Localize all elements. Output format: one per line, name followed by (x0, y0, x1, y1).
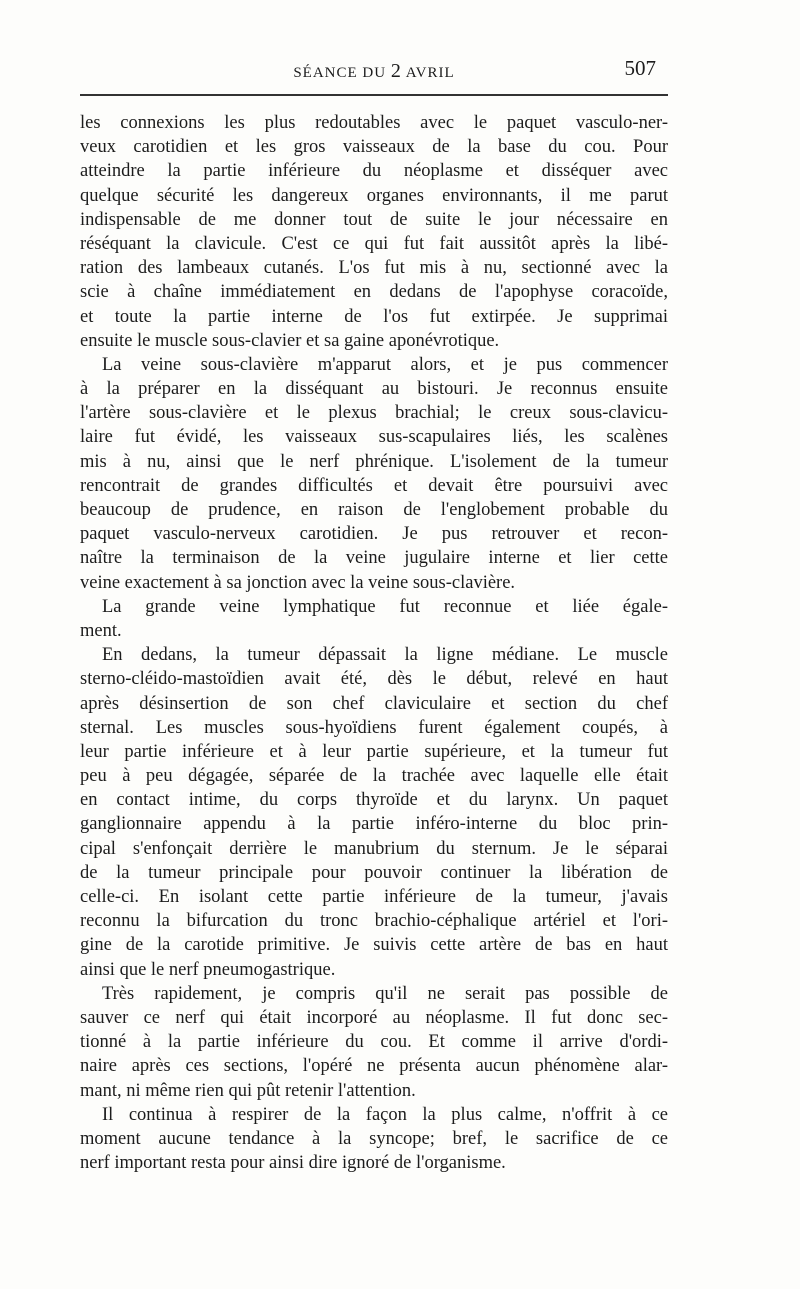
text-line: et toute la partie interne de l'os fut extirpée. Je supprimai (80, 306, 668, 327)
text-line: naire après ces sections, l'opéré ne présenta aucun phénomène alar- (80, 1056, 668, 1077)
text-line: gine de la carotide primitive. Je suivis cette artère de bas en haut (80, 935, 668, 956)
text-line: laire fut évidé, les vaisseaux sus-scapulaires liés, les scalènes (80, 427, 668, 448)
text-line: celle-ci. En isolant cette partie inférieure de la tumeur, j'avais (80, 887, 668, 907)
text-line: nerf important resta pour ainsi dire ignoré de l'organisme. (80, 1153, 506, 1174)
text-line: rencontrait de grandes difficultés et devait être poursuivi avec (80, 475, 668, 496)
running-title-suffix: AVRIL (405, 65, 455, 81)
text-line: mis à nu, ainsi que le nerf phrénique. L'isolement de la tumeur (80, 451, 668, 472)
text-line: l'artère sous-clavière et le plexus brachial; le creux sous-clavicu- (80, 403, 668, 424)
text-line: La grande veine lymphatique fut reconnue et liée égale- (102, 596, 668, 617)
text-line: ment. (80, 620, 122, 641)
page-number: 507 (624, 56, 656, 80)
text-line: cipal s'enfonçait derrière le manubrium du sternum. Je le séparai (80, 838, 668, 859)
text-line: peu à peu dégagée, séparée de la trachée avec laquelle elle était (80, 766, 668, 787)
text-line: atteindre la partie inférieure du néoplasme et disséquer avec (80, 161, 668, 182)
text-line: sauver ce nerf qui était incorporé au néoplasme. Il fut donc sec- (80, 1007, 668, 1028)
text-line: quelque sécurité les dangereux organes environnants, il me parut (80, 185, 668, 206)
header-rule (80, 94, 668, 96)
text-line: leur partie inférieure et à leur partie supérieure, et la tumeur fut (80, 741, 668, 762)
text-line: Il continua à respirer de la façon la plus calme, n'offrit à ce (102, 1104, 668, 1125)
text-line: scie à chaîne immédiatement en dedans de l'apophyse coracoïde, (80, 282, 668, 303)
text-line: sternal. Les muscles sous-hyoïdiens furent également coupés, à (80, 717, 668, 738)
text-line: indispensable de me donner tout de suite le jour nécessaire en (80, 209, 668, 230)
running-title (80, 60, 668, 83)
paragraph (80, 982, 668, 1103)
text-line: sterno-cléido-mastoïdien avait été, dès le début, relevé en haut (80, 669, 668, 690)
running-header (80, 56, 668, 86)
paragraph (80, 643, 668, 982)
text-line: La veine sous-clavière m'apparut alors, et je pus commencer (102, 354, 668, 375)
text-line: de la tumeur principale pour pouvoir continuer la libération de (80, 862, 668, 883)
text-line: moment aucune tendance à la syncope; bref, le sacrifice de ce (80, 1128, 668, 1149)
text-line: reconnu la bifurcation du tronc brachio-céphalique artériel et l'ori- (80, 911, 668, 932)
text-line: mant, ni même rien qui pût retenir l'attention. (80, 1080, 416, 1101)
text-line: paquet vasculo-nerveux carotidien. Je pus retrouver et recon- (80, 524, 668, 545)
page-body (80, 111, 668, 1175)
text-line: naître la terminaison de la veine jugulaire interne et lier cette (80, 548, 668, 569)
text-line: tionné à la partie inférieure du cou. Et comme il arrive d'ordi- (80, 1032, 668, 1053)
paragraph (80, 111, 668, 353)
text-line: ration des lambeaux cutanés. L'os fut mis à nu, sectionné avec la (80, 258, 668, 279)
text-line: réséquant la clavicule. C'est ce qui fut fait aussitôt après la libé- (80, 233, 668, 254)
running-title-day: 2 (390, 60, 402, 82)
text-line: ensuite le muscle sous-clavier et sa gaine aponévrotique. (80, 330, 500, 351)
running-title-prefix: SÉANCE DU (293, 65, 387, 81)
text-line: ganglionnaire appendu à la partie inféro-interne du bloc prin- (80, 814, 668, 835)
text-line: en contact intime, du corps thyroïde et du larynx. Un paquet (80, 790, 668, 811)
text-line: beaucoup de prudence, en raison de l'englobement probable du (80, 500, 668, 520)
text-line: les connexions les plus redoutables avec le paquet vasculo-ner- (80, 113, 668, 133)
text-line: veine exactement à sa jonction avec la veine sous-clavière. (80, 572, 516, 593)
text-line: En dedans, la tumeur dépassait la ligne médiane. Le muscle (102, 645, 668, 666)
paragraph (80, 595, 668, 643)
paragraph (80, 353, 668, 595)
text-line: veux carotidien et les gros vaisseaux de la base du cou. Pour (80, 137, 668, 158)
text-line: Très rapidement, je compris qu'il ne serait pas possible de (102, 983, 668, 1004)
text-line: après désinsertion de son chef claviculaire et section du chef (80, 693, 668, 714)
paragraph (80, 1103, 668, 1176)
text-line: à la préparer en la disséquant au bistouri. Je reconnus ensuite (80, 379, 668, 400)
text-line: ainsi que le nerf pneumogastrique. (80, 959, 336, 980)
